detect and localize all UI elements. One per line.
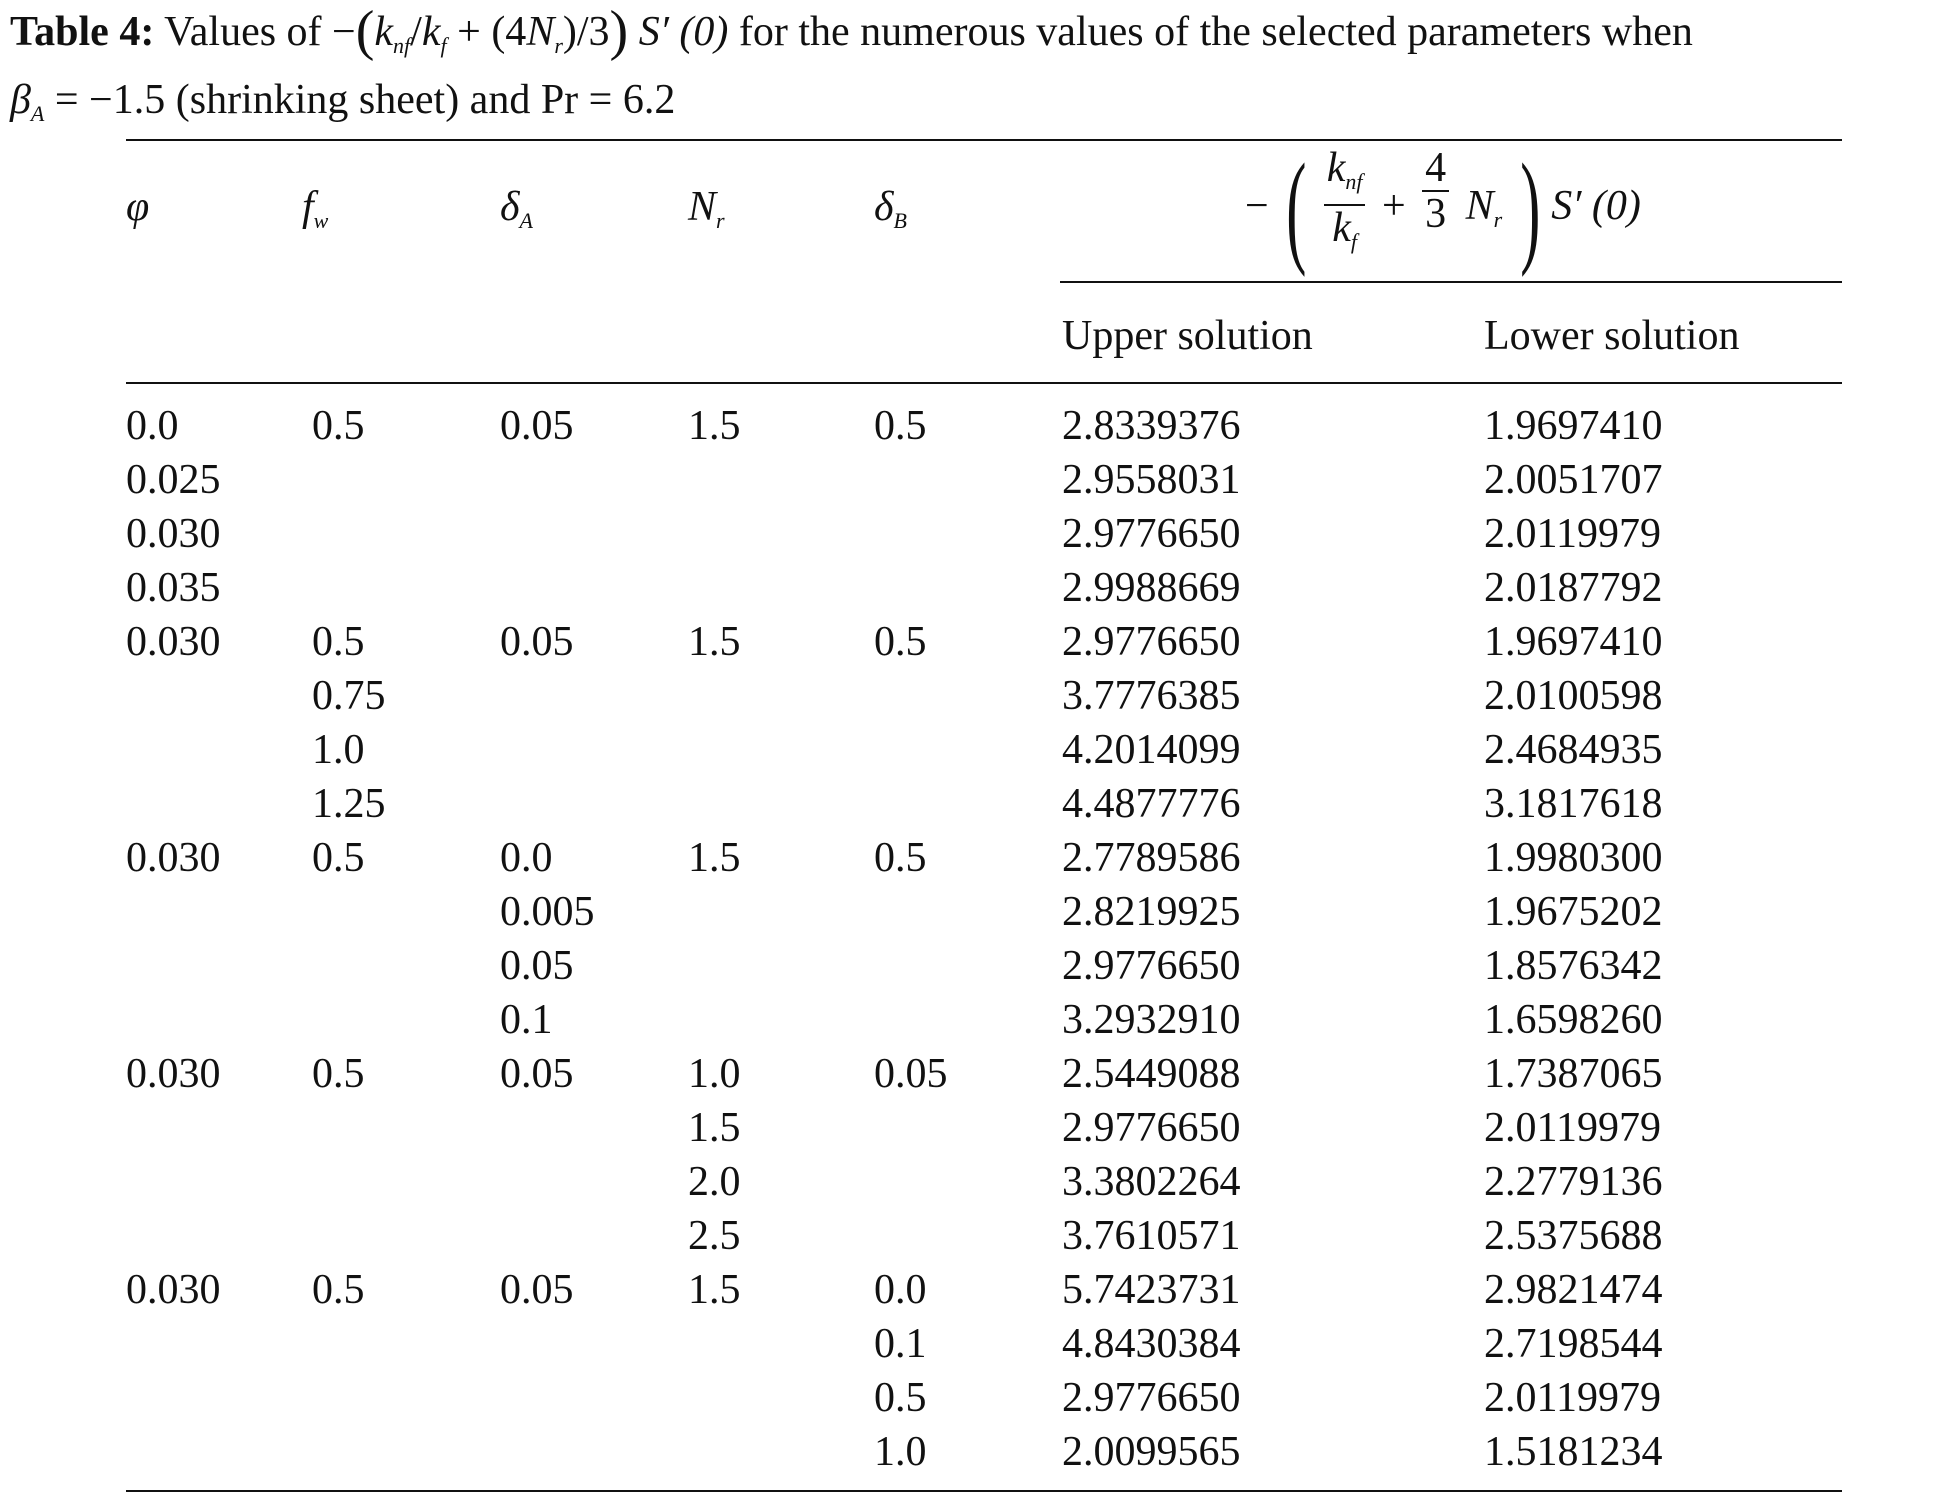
table-cell-upper: 2.9776650 <box>1062 943 1241 989</box>
table-cell-fw: 0.5 <box>312 403 365 449</box>
table-cell-lower: 2.2779136 <box>1484 1159 1663 1205</box>
table-cell-deltaB: 0.5 <box>874 1375 927 1421</box>
table-cell-Nr: 1.5 <box>688 1105 741 1151</box>
table-cell-fw: 0.5 <box>312 1051 365 1097</box>
table-cell-upper: 2.8219925 <box>1062 889 1241 935</box>
column-group-header-expression <box>1245 139 1685 278</box>
table-cell-upper: 3.7776385 <box>1062 673 1241 719</box>
table-cell-phi: 0.030 <box>126 835 221 881</box>
table-cell-phi: 0.035 <box>126 565 221 611</box>
table-cell-deltaA: 0.0 <box>500 835 553 881</box>
table-cell-deltaA: 0.05 <box>500 403 574 449</box>
table-cell-fw: 1.0 <box>312 727 365 773</box>
group-rule <box>1060 281 1842 283</box>
caption-beta: β <box>10 77 31 123</box>
table-cell-deltaB: 0.05 <box>874 1051 948 1097</box>
table-cell-deltaB: 0.5 <box>874 835 927 881</box>
table-cell-lower: 2.0051707 <box>1484 457 1663 503</box>
table-cell-upper: 2.7789586 <box>1062 835 1241 881</box>
table-cell-phi: 0.030 <box>126 619 221 665</box>
table-cell-lower: 2.4684935 <box>1484 727 1663 773</box>
caption-beta-sub: A <box>30 101 45 126</box>
table-cell-lower: 2.0119979 <box>1484 1105 1661 1151</box>
table-cell-Nr: 1.0 <box>688 1051 741 1097</box>
table-cell-Nr: 2.5 <box>688 1213 741 1259</box>
table-cell-upper: 2.5449088 <box>1062 1051 1241 1097</box>
table-cell-deltaA: 0.05 <box>500 943 574 989</box>
caption-k: k <box>374 9 394 55</box>
table-cell-lower: 1.5181234 <box>1484 1429 1663 1475</box>
table-cell-phi: 0.025 <box>126 457 221 503</box>
column-header-fw: $f_w$ <box>302 184 329 233</box>
table-cell-upper: 4.8430384 <box>1062 1321 1241 1367</box>
table-caption <box>10 0 1950 141</box>
table-cell-fw: 0.5 <box>312 619 365 665</box>
table-cell-fw: 0.5 <box>312 835 365 881</box>
table-cell-deltaA: 0.1 <box>500 997 553 1043</box>
table-cell-phi: 0.0 <box>126 403 179 449</box>
group-s: S′ (0) <box>1551 183 1641 229</box>
table-cell-upper: 5.7423731 <box>1062 1267 1241 1313</box>
group-left-paren: ( <box>1286 139 1307 278</box>
group-right-paren: ) <box>1520 139 1541 278</box>
table-cell-lower: 1.6598260 <box>1484 997 1663 1043</box>
table-cell-deltaB: 0.0 <box>874 1267 927 1313</box>
table-cell-upper: 2.9558031 <box>1062 457 1241 503</box>
group-minus: − <box>1245 183 1269 229</box>
table-cell-phi: 0.030 <box>126 1267 221 1313</box>
table-cell-upper: 3.3802264 <box>1062 1159 1241 1205</box>
top-rule <box>126 139 1842 141</box>
table-cell-lower: 3.1817618 <box>1484 781 1663 827</box>
table-cell-deltaB: 0.5 <box>874 403 927 449</box>
bottom-rule <box>126 1490 1842 1492</box>
table-cell-upper: 3.7610571 <box>1062 1213 1241 1259</box>
table-cell-Nr: 1.5 <box>688 403 741 449</box>
table-cell-fw: 0.75 <box>312 673 386 719</box>
caption-N: N <box>526 9 555 55</box>
table-cell-lower: 2.5375688 <box>1484 1213 1663 1259</box>
table-cell-upper: 4.4877776 <box>1062 781 1241 827</box>
table-cell-lower: 2.7198544 <box>1484 1321 1663 1367</box>
table-cell-upper: 2.9776650 <box>1062 1105 1241 1151</box>
caption-text-before: Values of <box>164 9 322 55</box>
column-header-lower: Lower solution <box>1484 313 1740 359</box>
group-Nr: $N_r$ <box>1465 183 1503 232</box>
table-cell-phi: 0.030 <box>126 1051 221 1097</box>
table-cell-lower: 1.9675202 <box>1484 889 1663 935</box>
table-cell-lower: 2.0119979 <box>1484 511 1661 557</box>
caption-f: f <box>440 33 447 58</box>
group-four-thirds: $\frac{4}{3}$ <box>1422 146 1449 236</box>
table-cell-deltaB: 0.5 <box>874 619 927 665</box>
column-header-upper: Upper solution <box>1062 313 1313 359</box>
table-cell-upper: 2.9776650 <box>1062 511 1241 557</box>
table-cell-deltaA: 0.05 <box>500 1267 574 1313</box>
table-cell-Nr: 1.5 <box>688 835 741 881</box>
caption-mid: (4 <box>491 9 527 55</box>
caption-end: )/3 <box>562 9 610 55</box>
caption-expression: $-(k_{nf}/k_f + (4N_r)/3)$ S′ (0) <box>332 0 729 62</box>
column-header-deltaB: $\delta_B$ <box>874 184 907 233</box>
table-cell-phi: 0.030 <box>126 511 221 557</box>
table-cell-Nr: 1.5 <box>688 1267 741 1313</box>
table-cell-lower: 2.0187792 <box>1484 565 1663 611</box>
column-header-phi: φ <box>126 184 150 230</box>
caption-text-after: for the numerous values of the selected parameters when <box>738 9 1693 55</box>
table-cell-upper: 2.9988669 <box>1062 565 1241 611</box>
table-cell-fw: 1.25 <box>312 781 386 827</box>
table-cell-lower: 2.0100598 <box>1484 673 1663 719</box>
table-cell-upper: 4.2014099 <box>1062 727 1241 773</box>
column-header-deltaA: $\delta_A$ <box>500 184 533 233</box>
table-cell-deltaA: 0.05 <box>500 1051 574 1097</box>
column-header-Nr: $N_r$ <box>688 184 725 233</box>
group-knf-over-kf: $\frac{k_{nf}}{k_f}$ <box>1324 146 1366 264</box>
table-cell-Nr: 1.5 <box>688 619 741 665</box>
table-cell-upper: 3.2932910 <box>1062 997 1241 1043</box>
table-cell-deltaB: 0.1 <box>874 1321 927 1367</box>
table-cell-lower: 1.8576342 <box>1484 943 1663 989</box>
table-cell-upper: 2.9776650 <box>1062 1375 1241 1421</box>
table-cell-lower: 1.9980300 <box>1484 835 1663 881</box>
group-plus: + <box>1381 183 1406 229</box>
table-cell-deltaB: 1.0 <box>874 1429 927 1475</box>
table-cell-upper: 2.0099565 <box>1062 1429 1241 1475</box>
caption-nf: nf <box>393 33 411 58</box>
table-cell-upper: 2.8339376 <box>1062 403 1241 449</box>
caption-kf: k <box>421 9 441 55</box>
table-cell-lower: 1.9697410 <box>1484 403 1663 449</box>
table-cell-deltaA: 0.05 <box>500 619 574 665</box>
table-cell-fw: 0.5 <box>312 1267 365 1313</box>
table-cell-deltaA: 0.005 <box>500 889 595 935</box>
table-cell-upper: 2.9776650 <box>1062 619 1241 665</box>
table-cell-Nr: 2.0 <box>688 1159 741 1205</box>
table-cell-lower: 2.0119979 <box>1484 1375 1661 1421</box>
table-cell-lower: 1.7387065 <box>1484 1051 1663 1097</box>
table-cell-lower: 1.9697410 <box>1484 619 1663 665</box>
caption-r: r <box>554 33 563 58</box>
caption-label: Table 4: <box>10 9 155 55</box>
caption-s: S′ (0) <box>638 9 729 55</box>
caption-beta-value: = −1.5 (shrinking sheet) and Pr = 6.2 <box>54 77 676 123</box>
header-bottom-rule <box>126 382 1842 384</box>
table-cell-lower: 2.9821474 <box>1484 1267 1663 1313</box>
